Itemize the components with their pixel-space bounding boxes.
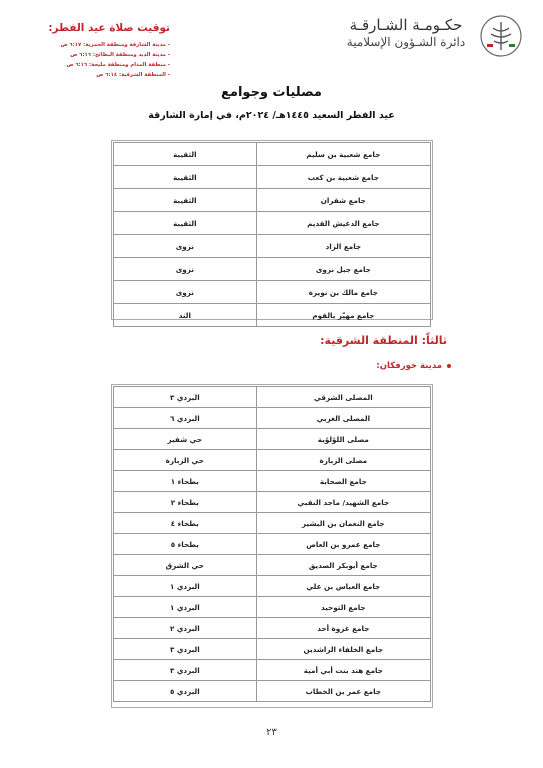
area-cell: الثقيبة: [114, 212, 257, 235]
table-row: [114, 212, 431, 235]
org-line-1: حكـومـة الشـارقـة: [349, 16, 463, 34]
table-row: [114, 597, 431, 618]
table-row: [114, 660, 431, 681]
area-cell: بطحاء ٥: [114, 534, 257, 555]
table-row: [114, 281, 431, 304]
area-cell: البردي ٣: [114, 387, 257, 408]
subsection-heading: [376, 361, 451, 371]
mosque-name-cell: جامع شعبية بن سليم: [256, 143, 430, 166]
prayer-time-row: - مدينة الذيد ومنطقة البطائح: ٦:١٦ ص: [70, 52, 170, 58]
table-row: [114, 681, 431, 702]
mosque-name-cell: جامع الدغيش القديم: [256, 212, 430, 235]
area-cell: الثقيبة: [114, 189, 257, 212]
area-cell: بطحاء ٢: [114, 492, 257, 513]
area-cell: البردي ٣: [114, 660, 257, 681]
section-heading: ثالثاً: المنطقة الشرقية:: [320, 334, 447, 347]
table-row: [114, 492, 431, 513]
area-cell: بطحاء ١: [114, 471, 257, 492]
mosque-name-cell: جامع مهيّر بالقوم: [256, 304, 430, 327]
table-row: [114, 387, 431, 408]
prayer-times-title: توقيت صلاة عيد الفطر:: [48, 22, 170, 34]
subsection-label: مدينة خورفكان:: [376, 361, 442, 371]
mosques-table-1: [113, 142, 431, 327]
prayer-time-row: - المنطقة الشرقية: ٦:١٤ ص: [96, 72, 170, 78]
page-number: ٢٣: [266, 727, 277, 738]
prayer-time-row: - مدينة الشارقة ومنطقة الحمرية: ٦:١٧ ص: [60, 42, 170, 48]
area-cell: البردي ١: [114, 597, 257, 618]
mosque-name-cell: جامع عمر بن الخطاب: [256, 681, 430, 702]
mosque-name-cell: جامع أبوبكر الصديق: [256, 555, 430, 576]
table-row: [114, 304, 431, 327]
bullet-icon: [447, 364, 451, 368]
table-row: [114, 235, 431, 258]
area-cell: نزوى: [114, 281, 257, 304]
mosque-name-cell: مصلى اللؤلؤية: [256, 429, 430, 450]
area-cell: البردي ٥: [114, 681, 257, 702]
table-row: [114, 189, 431, 212]
government-emblem-icon: [479, 14, 523, 58]
mosque-name-cell: جامع جبل نزوى: [256, 258, 430, 281]
mosque-name-cell: المصلى الغربي: [256, 408, 430, 429]
area-cell: نزوى: [114, 235, 257, 258]
table-row: [114, 555, 431, 576]
area-cell: حي الزبارة: [114, 450, 257, 471]
mosque-name-cell: جامع مالك بن نويرة: [256, 281, 430, 304]
mosque-name-cell: مصلى الزبارة: [256, 450, 430, 471]
page-title: مصليات وجوامع: [221, 85, 322, 100]
area-cell: بطحاء ٤: [114, 513, 257, 534]
area-cell: البردي ٦: [114, 408, 257, 429]
area-cell: الثقيبة: [114, 166, 257, 189]
table-row: [114, 408, 431, 429]
mosque-name-cell: جامع الصحابة: [256, 471, 430, 492]
table-row: [114, 639, 431, 660]
mosque-name-cell: جامع شقران: [256, 189, 430, 212]
area-cell: الند: [114, 304, 257, 327]
table-row: [114, 166, 431, 189]
area-cell: البردي ٣: [114, 639, 257, 660]
prayer-time-row: - منطقة المدام ومنطقة مليحة: ٦:١٦ ص: [66, 62, 170, 68]
mosque-name-cell: المصلى الشرقي: [256, 387, 430, 408]
mosque-name-cell: جامع التوحيد: [256, 597, 430, 618]
mosque-name-cell: جامع الخلفاء الراشدين: [256, 639, 430, 660]
area-cell: حي الشرق: [114, 555, 257, 576]
area-cell: حي شقير: [114, 429, 257, 450]
mosque-name-cell: جامع الزاد: [256, 235, 430, 258]
area-cell: البردي ٢: [114, 618, 257, 639]
table-row: [114, 576, 431, 597]
mosque-name-cell: جامع عمرو بن العاص: [256, 534, 430, 555]
area-cell: الثقيبة: [114, 143, 257, 166]
organization-name: [341, 16, 471, 50]
table-row: [114, 143, 431, 166]
mosque-name-cell: جامع الشهيد/ ماجد النقبي: [256, 492, 430, 513]
org-line-2: دائرة الشـؤون الإسلامية: [346, 35, 466, 49]
page-subtitle: عيد الفطر السعيد ١٤٤٥هـ/ ٢٠٢٤م، في إمارة الشارقة: [148, 110, 395, 121]
area-cell: نزوى: [114, 258, 257, 281]
area-cell: البردي ١: [114, 576, 257, 597]
table-row: [114, 513, 431, 534]
table-row: [114, 429, 431, 450]
table-row: [114, 534, 431, 555]
mosque-name-cell: جامع هند بنت أبي أمية: [256, 660, 430, 681]
table-row: [114, 258, 431, 281]
mosques-table-2: [113, 386, 431, 702]
table-row: [114, 471, 431, 492]
table-row: [114, 618, 431, 639]
table-row: [114, 450, 431, 471]
mosque-name-cell: جامع العباس بن علي: [256, 576, 430, 597]
prayer-times-box: [20, 22, 170, 80]
mosque-name-cell: جامع غزوة أحد: [256, 618, 430, 639]
mosque-name-cell: جامع شعبية بن كعب: [256, 166, 430, 189]
mosque-name-cell: جامع النعمان بن البشير: [256, 513, 430, 534]
